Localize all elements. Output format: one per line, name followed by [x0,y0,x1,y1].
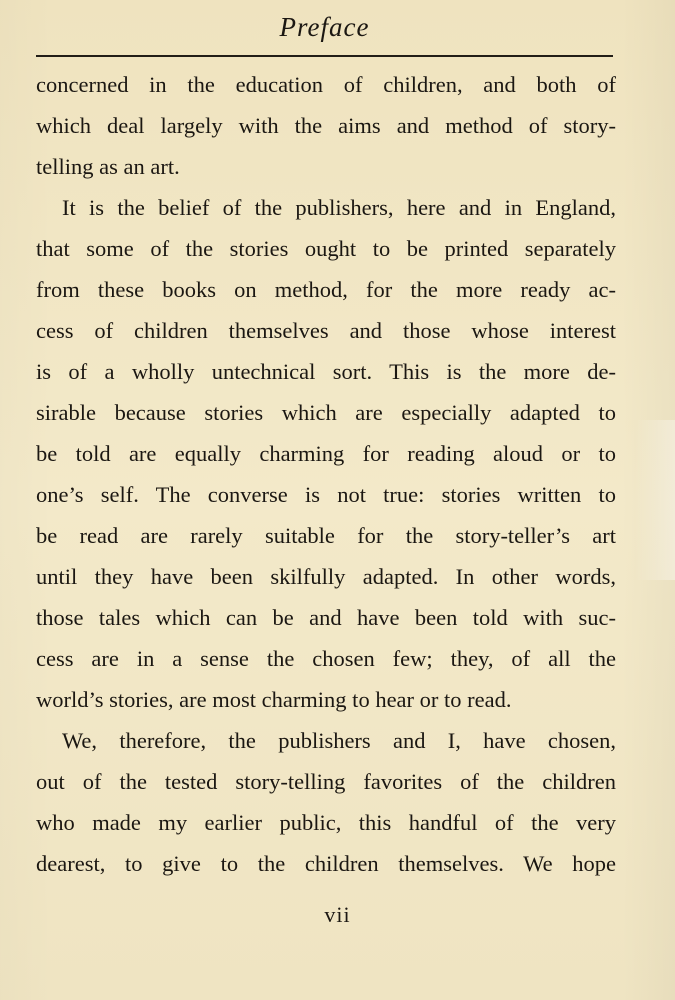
text-line: world’s stories, are most charming to hear or to read. [36,687,512,712]
body-text [36,64,616,884]
text-line: sirable because stories which are especially adapted to [36,400,616,425]
text-line: that some of the stories ought to be printed separately [36,236,616,261]
paper-sheen [635,420,675,580]
text-line: out of the tested story-telling favorites of the children [36,769,616,794]
text-line: be told are equally charming for reading aloud or to [36,441,616,466]
text-line: cess are in a sense the chosen few; they, of all the [36,646,616,671]
text-line: who made my earlier public, this handful of the very [36,810,616,835]
text-line: It is the belief of the publishers, here and in England, [62,195,616,220]
running-head: Preface [279,12,370,42]
text-line: We, therefore, the publishers and I, have chosen, [62,728,616,753]
text-line: which deal largely with the aims and method of story- [36,113,616,138]
text-line: concerned in the education of children, and both of [36,72,616,97]
header-rule [36,55,613,57]
text-line: one’s self. The converse is not true: stories written to [36,482,616,507]
page-number: vii [324,902,351,927]
text-line: telling as an art. [36,154,180,179]
text-line: be read are rarely suitable for the story-teller’s art [36,523,616,548]
text-line: those tales which can be and have been told with suc- [36,605,616,630]
text-line: is of a wholly untechnical sort. This is the more de- [36,359,616,384]
text-line: dearest, to give to the children themselves. We hope [36,851,616,876]
page-header [36,10,613,50]
text-line: cess of children themselves and those whose interest [36,318,616,343]
text-line: from these books on method, for the more ready ac- [36,277,616,302]
text-line: until they have been skilfully adapted. In other words, [36,564,616,589]
